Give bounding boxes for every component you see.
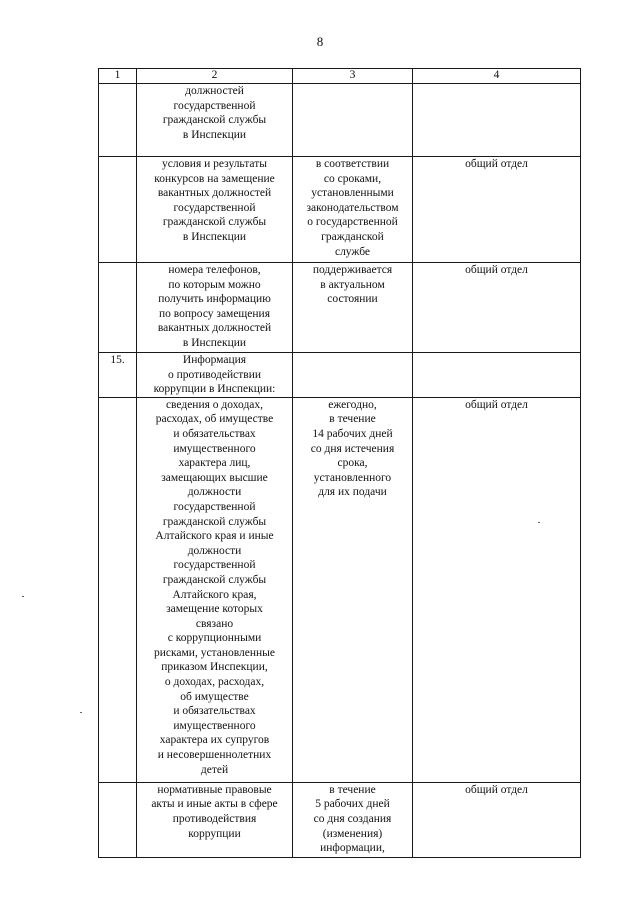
table-row xyxy=(99,782,581,857)
info-cell: сведения о доходах, расходах, об имуществе и обязательствах имущественного характера лиц, замещающих высшие должности государственной гражданской службы Алтайского края и иные должности государственной гражданской службы Алтайского края, замещение которых связано с коррупционными рисками, установленные приказом Инспекции, о доходах, расходах, об имуществе и обязательствах имущественного характера их супругов и несовершеннолетних детей xyxy=(137,397,293,782)
responsible-cell: общий отдел xyxy=(413,157,581,263)
table-row xyxy=(99,263,581,353)
info-cell: нормативные правовые акты и иные акты в сфере противодействия коррупции xyxy=(137,782,293,857)
table-row xyxy=(99,84,581,157)
period-cell: ежегодно, в течение 14 рабочих дней со дня истечения срока, установленного для их подачи xyxy=(293,397,413,782)
scan-speck xyxy=(80,712,82,713)
table-header-row xyxy=(99,69,581,84)
column-number-4: 4 xyxy=(413,69,581,84)
responsible-cell: общий отдел xyxy=(413,397,581,782)
table-row xyxy=(99,157,581,263)
responsible-cell xyxy=(413,84,581,157)
info-cell: Информация о противодействии коррупции в Инспекции: xyxy=(137,353,293,398)
row-number-cell xyxy=(99,84,137,157)
period-cell: в течение 5 рабочих дней со дня создания (изменения) информации, xyxy=(293,782,413,857)
column-number-1: 1 xyxy=(99,69,137,84)
period-cell: поддерживается в актуальном состоянии xyxy=(293,263,413,353)
responsible-cell: общий отдел xyxy=(413,263,581,353)
table-row xyxy=(99,353,581,398)
document-table xyxy=(98,68,581,858)
info-cell: условия и результаты конкурсов на замещение вакантных должностей государственной гражданской службы в Инспекции xyxy=(137,157,293,263)
column-number-3: 3 xyxy=(293,69,413,84)
page-number: 8 xyxy=(316,34,324,49)
row-number-cell: 15. xyxy=(99,353,137,398)
period-cell: в соответствии со сроками, установленными законодательством о государственной гражданской службе xyxy=(293,157,413,263)
scan-speck xyxy=(22,596,24,597)
responsible-cell xyxy=(413,353,581,398)
row-number-cell xyxy=(99,782,137,857)
info-cell: номера телефонов, по которым можно получить информацию по вопросу замещения вакантных должностей в Инспекции xyxy=(137,263,293,353)
info-cell: должностей государственной гражданской службы в Инспекции xyxy=(137,84,293,157)
period-cell xyxy=(293,84,413,157)
row-number-cell xyxy=(99,397,137,782)
scan-speck xyxy=(538,522,540,523)
row-number-cell xyxy=(99,263,137,353)
table-row xyxy=(99,397,581,782)
period-cell xyxy=(293,353,413,398)
responsible-cell: общий отдел xyxy=(413,782,581,857)
column-number-2: 2 xyxy=(137,69,293,84)
row-number-cell xyxy=(99,157,137,263)
